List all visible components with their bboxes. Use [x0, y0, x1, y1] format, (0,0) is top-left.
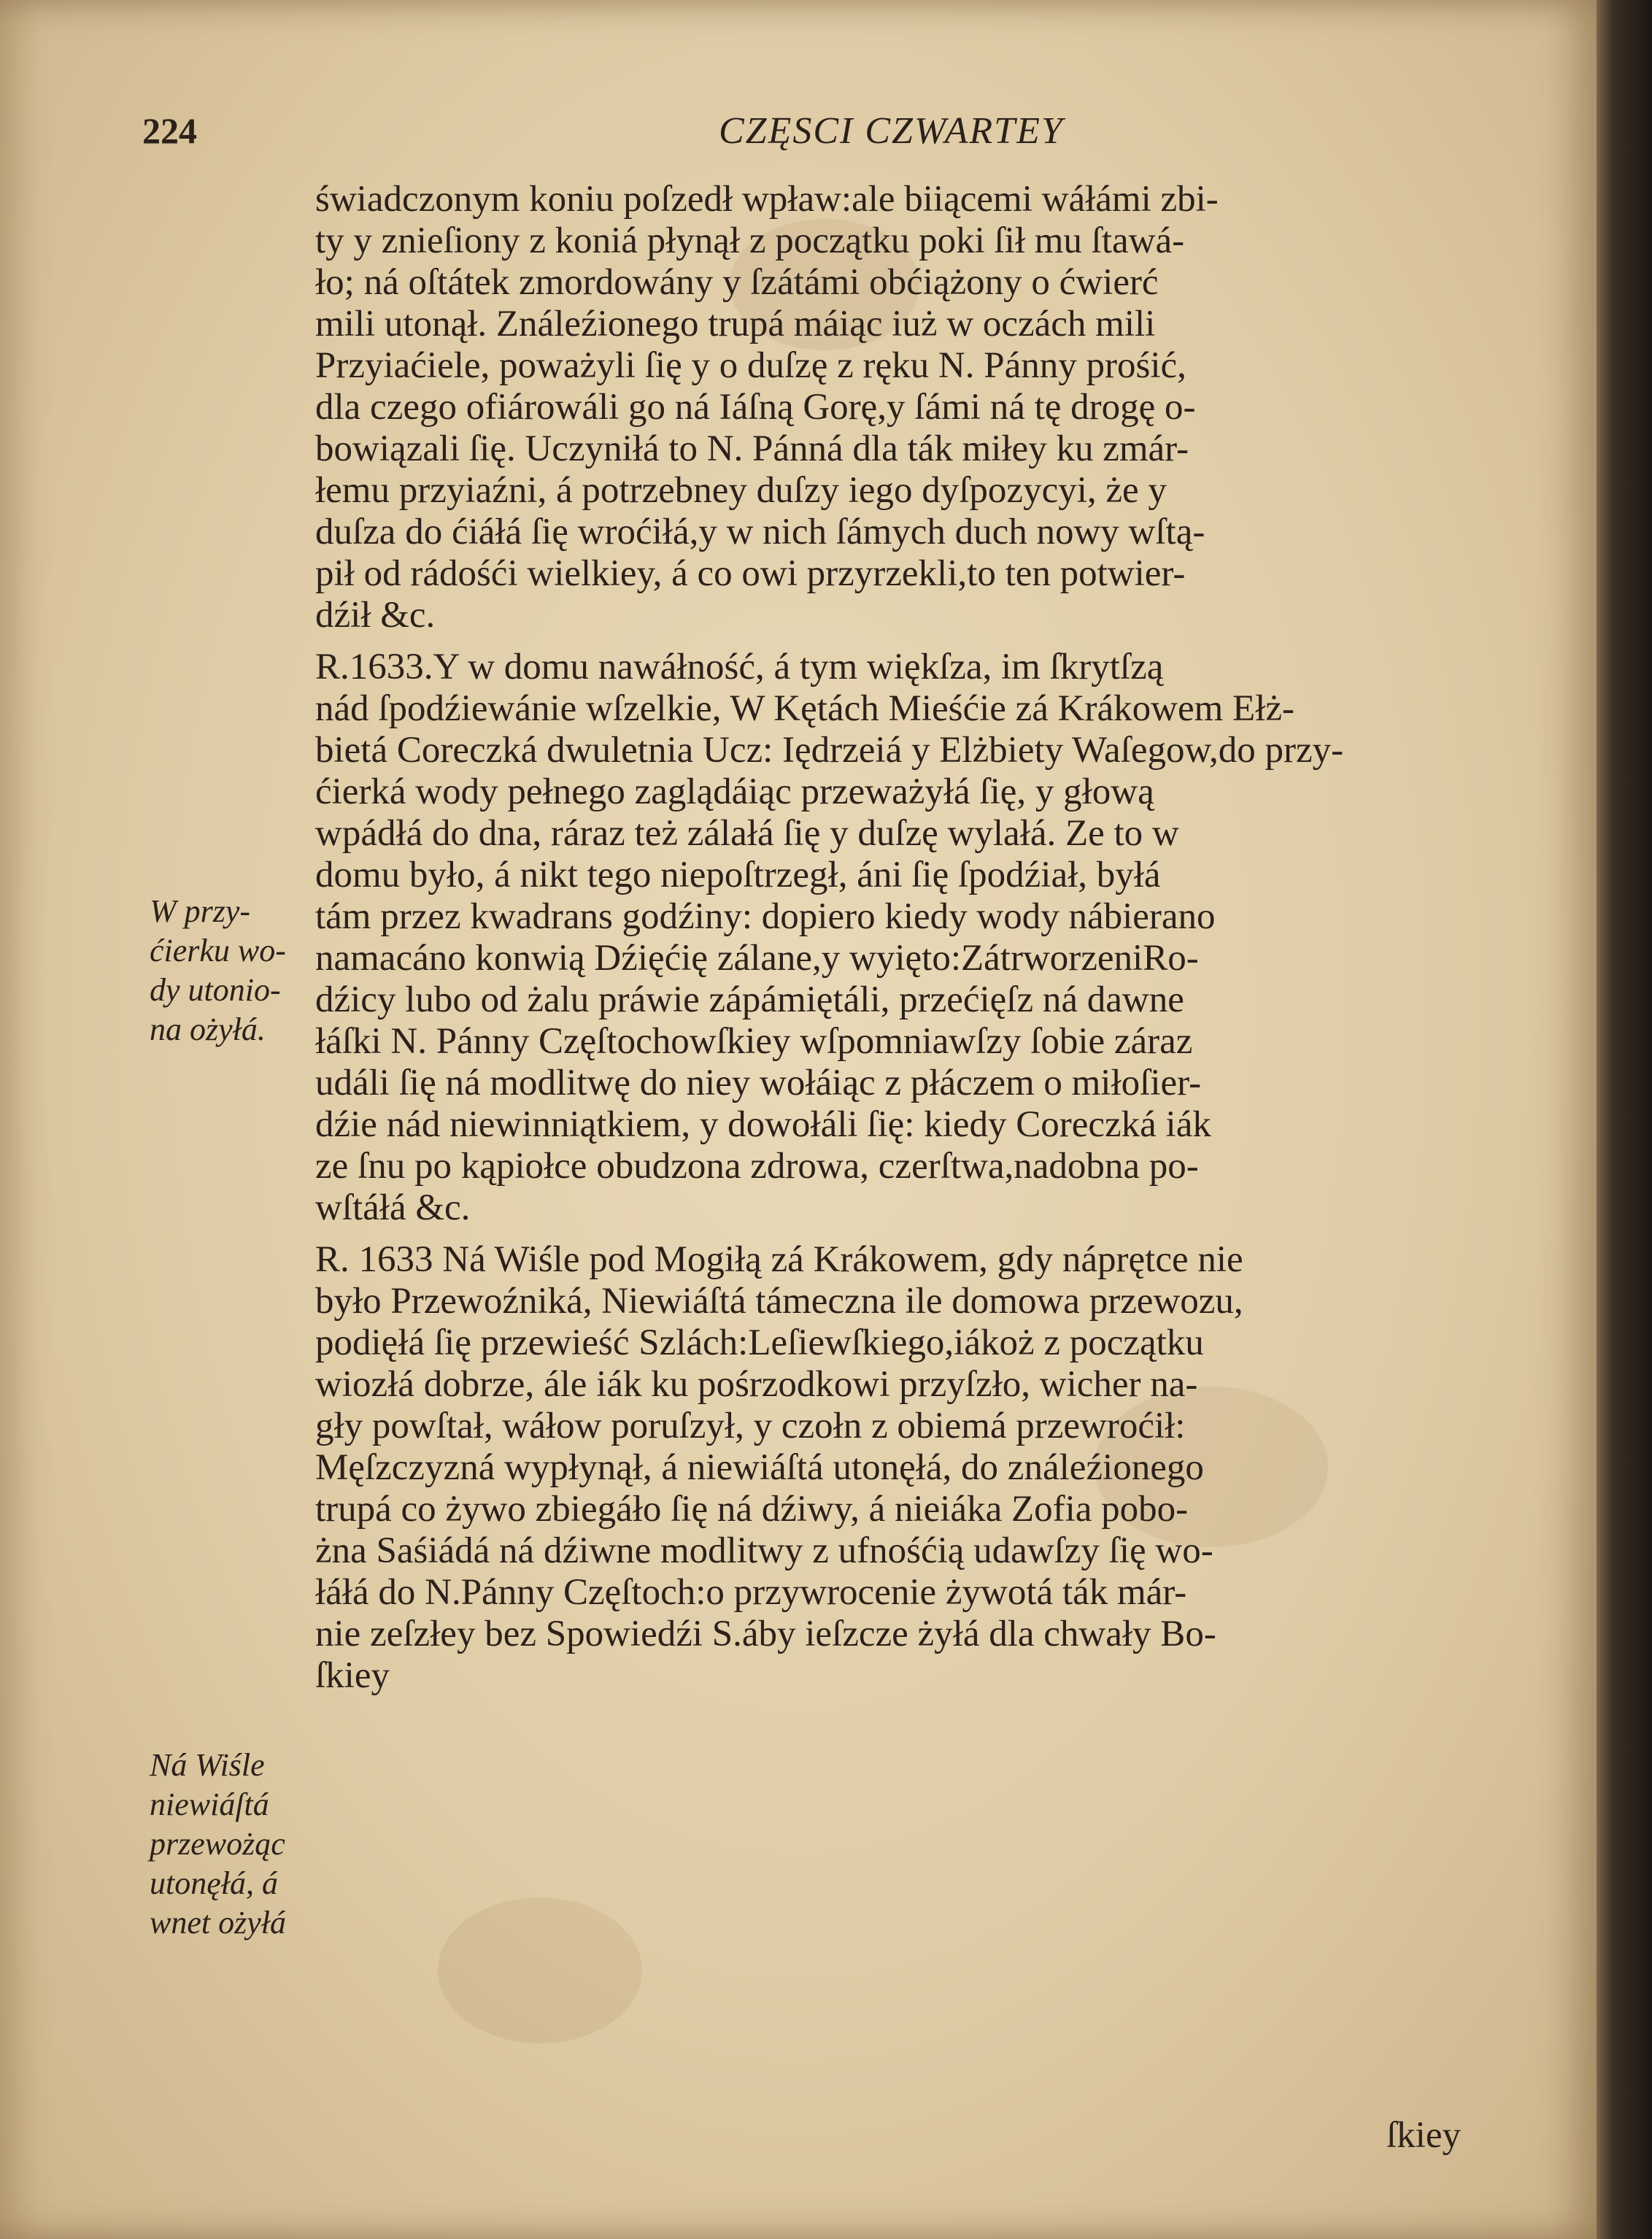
margin-note-line: na ożyłá. [150, 1011, 266, 1047]
margin-note-line: utonęłá, á [150, 1865, 278, 1901]
running-title: CZĘSCI CZWARTEY [719, 110, 1064, 152]
text-line: duſza do ćiáłá ſię wroćiłá,y w nich ſámych duch nowy wſtą- [315, 512, 1205, 552]
text-line: świadczonym koniu poſzedł wpław:ale biiącemi wáłámi zbi- [315, 179, 1219, 220]
text-line: gły powſtał, wáłow poruſzył, y czołn z obiemá przewroćił: [315, 1406, 1186, 1446]
book-binding-edge [1597, 0, 1652, 2239]
text-line: było Przewoźniká, Niewiáſtá támeczna ile domowa przewozu, [315, 1281, 1243, 1322]
text-line: wiozłá dobrze, ále iák ku pośrzodkowi przyſzło, wicher na- [315, 1364, 1198, 1405]
text-line: dźie nád niewinniątkiem, y dowołáli ſię: kiedy Coreczká iák [315, 1104, 1211, 1145]
text-line: ło; ná oſtátek zmordowány y ſzátámi obćiążony o ćwierć [315, 262, 1159, 303]
text-line: tám przez kwadrans godźiny: dopiero kiedy wody nábierano [315, 896, 1216, 937]
text-line: pił od rádośći wielkiey, á co owi przyrzekli,to ten potwier- [315, 553, 1186, 594]
text-line: R.1633.Y w domu nawáłność, á tym więkſza, im ſkrytſzą [315, 647, 1164, 687]
catchword: ſkiey [1386, 2115, 1461, 2156]
text-line: ty y znieſiony z koniá płynął z początku poki ſił mu ſtawá- [315, 220, 1185, 261]
paper-stain [438, 1897, 642, 2043]
text-line: ćierká wody pełnego zaglądáiąc przeważyłá ſię, y głową [315, 771, 1154, 812]
paragraph-gap [315, 636, 1548, 647]
paragraph-gap [315, 1229, 1548, 1239]
text-line: nie zeſzłey bez Spowiedźi S.áby ieſzcze żyłá dla chwały Bo- [315, 1614, 1216, 1654]
text-line: podięłá ſię przewieść Szlách:Leſiewſkiego,iákoż z początku [315, 1322, 1204, 1363]
margin-note-line: ćierku wo- [150, 933, 286, 968]
body-text [315, 179, 1548, 1697]
text-line: wpádłá do dna, ráraz też zálałá ſię y duſzę wylałá. Ze to w [315, 813, 1179, 854]
margin-note-line: wnet ożyłá [150, 1905, 286, 1941]
text-line: dla czego ofiárowáli go ná Iáſną Gorę,y ſámi ná tę drogę o- [315, 387, 1196, 428]
margin-note-line: Ná Wiśle [150, 1747, 265, 1783]
text-line: łáſki N. Pánny Częſtochowſkiey wſpomniawſzy ſobie záraz [315, 1021, 1193, 1062]
margin-note-line: W przy- [150, 893, 251, 929]
margin-note-drowned-child [150, 892, 332, 1049]
text-line: mili utonął. Ználeźionego trupá máiąc iuż w oczách mili [315, 304, 1156, 344]
margin-note-vistula-woman [150, 1746, 332, 1943]
page-header [142, 109, 1597, 168]
text-line: żna Saśiádá ná dźiwne modlitwy z ufnośćią udawſzy ſię wo- [315, 1530, 1213, 1571]
text-line: událi ſię ná modlitwę do niey wołáiąc z płáczem o miłoſier- [315, 1063, 1202, 1103]
text-line: namacáno konwią Dźięćię zálane,y wyięto:ZátrworzeniRo- [315, 938, 1199, 979]
text-line: R. 1633 Ná Wiśle pod Mogiłą zá Krákowem, gdy náprętce nie [315, 1239, 1243, 1280]
text-line: nád ſpodźiewánie wſzelkie, W Kętách Mieśćie zá Krákowem Ełż- [315, 688, 1294, 729]
margin-note-line: dy utonio- [150, 972, 281, 1008]
text-line: Męſzczyzná wypłynął, á niewiáſtá utonęłá, do ználeźionego [315, 1447, 1204, 1488]
text-line: ſkiey [315, 1655, 390, 1696]
text-line: ze ſnu po kąpiołce obudzona zdrowa, czerſtwa,nadobna po- [315, 1146, 1199, 1187]
text-line: trupá co żywo zbiegáło ſię ná dźiwy, á nieiáka Zofia pobo- [315, 1489, 1189, 1530]
text-line: bowiązali ſię. Uczyniłá to N. Pánná dla ták miłey ku zmár- [315, 428, 1189, 469]
margin-note-line: niewiáſtá [150, 1787, 269, 1822]
text-line: domu było, á nikt tego niepoſtrzegł, áni ſię ſpodźiał, byłá [315, 855, 1161, 895]
page-number: 224 [142, 110, 197, 151]
text-line: Przyiaćiele, poważyli ſię y o duſzę z ręku N. Pánny prośić, [315, 345, 1186, 386]
text-line: wſtáłá &c. [315, 1187, 471, 1228]
margin-note-line: przewożąc [150, 1826, 285, 1862]
text-line: dźił &c. [315, 595, 436, 636]
text-line: bietá Coreczká dwuletnia Ucz: Iędrzeiá y Elżbiety Waſegow,do przy- [315, 730, 1344, 771]
text-line: łáłá do N.Pánny Częſtoch:o przywrocenie żywotá ták már- [315, 1572, 1187, 1613]
text-line: dźicy lubo od żalu práwie zápámiętáli, przećięſz ná dawne [315, 979, 1184, 1020]
text-line: łemu przyiaźni, á potrzebney duſzy iego dyſpozycyi, że y [315, 470, 1167, 511]
